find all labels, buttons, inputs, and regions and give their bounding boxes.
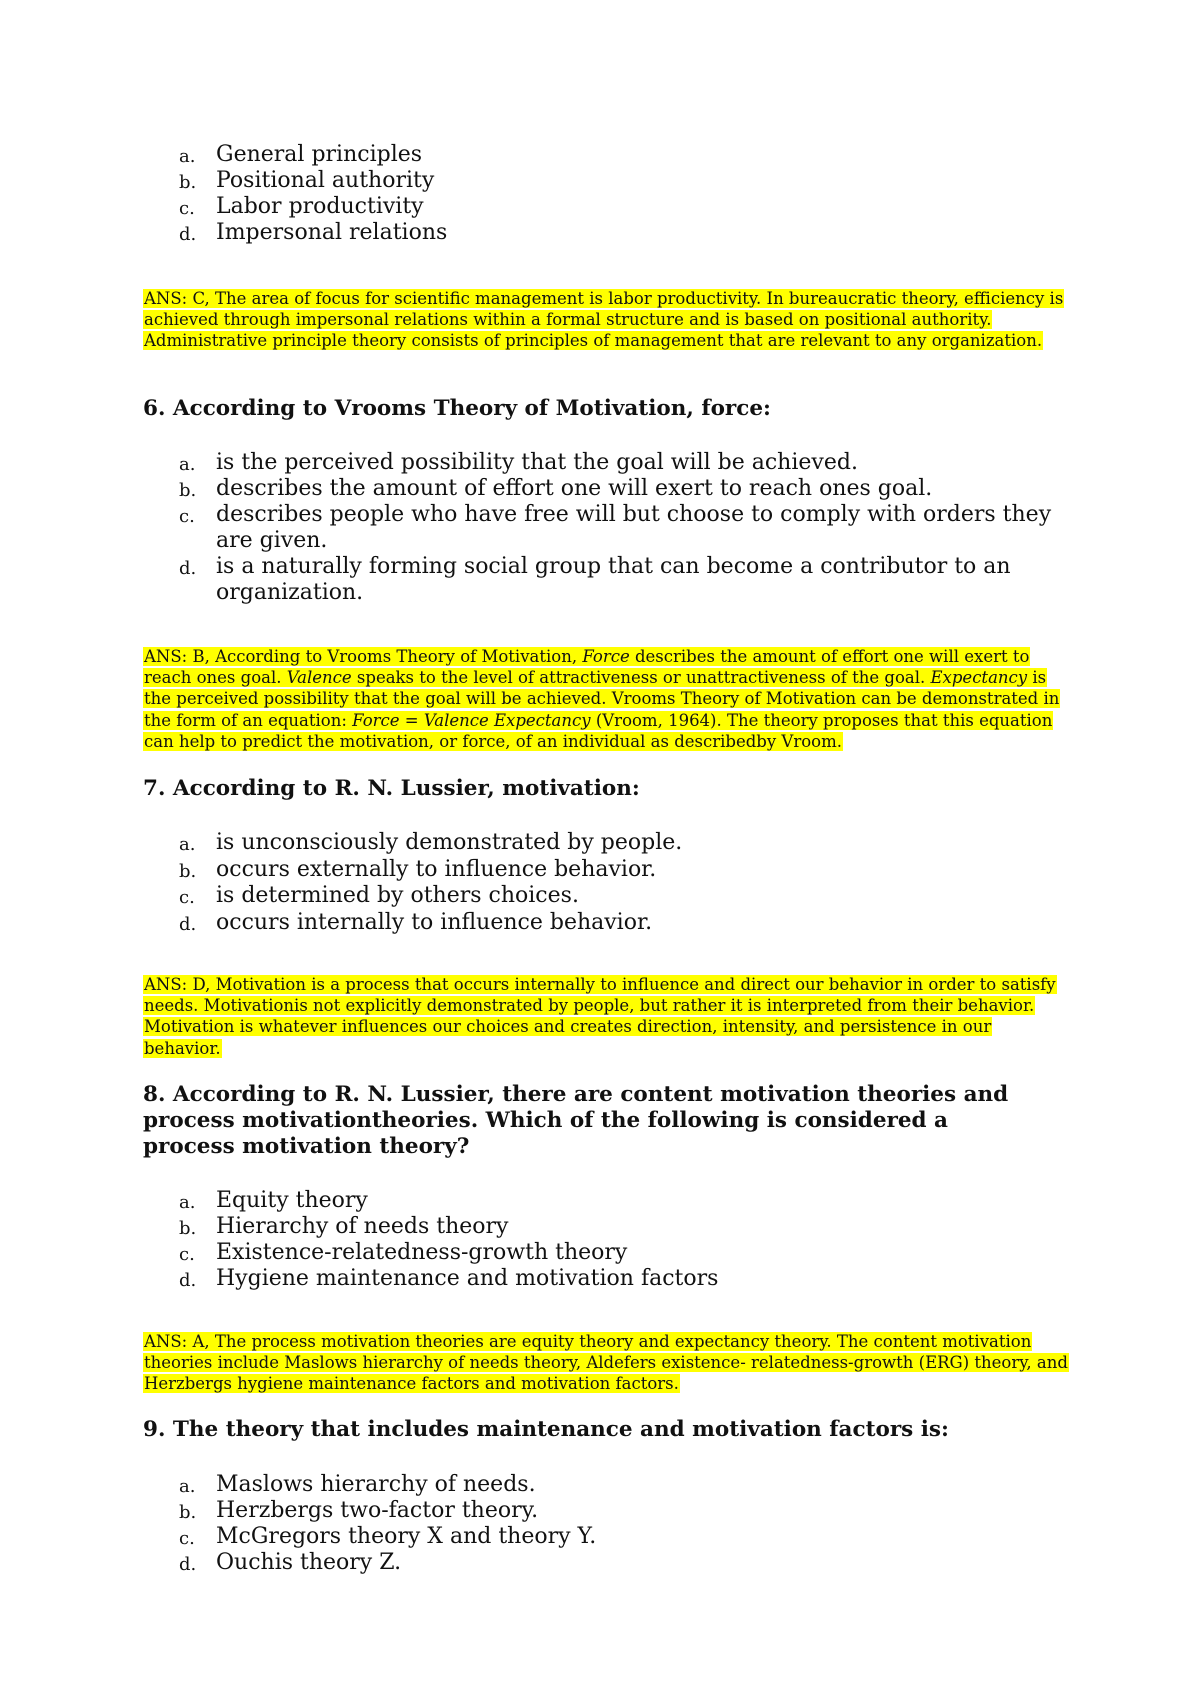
- option-letter: a.: [179, 834, 196, 855]
- option-text: Impersonal relations: [216, 220, 448, 245]
- answer-part: (Vroom, 1964). The theory proposes that this equation can help to predict the motivation, or force, of an individual as describedby Vroom.: [144, 710, 1053, 751]
- answer-part: describes the amount of effort one will exert to reach ones goal.: [144, 647, 1030, 688]
- q7-answer-block: [143, 974, 1073, 1059]
- q8-answer-block: [143, 1331, 1073, 1395]
- q7-answer-text: ANS: D, Motivation is a process that occurs internally to influence and direct our behavior in order to satisfy needs. Motivationis not explicitly demonstrated by people, but rather it is interpreted from their behavior. Motivation is whatever influences our choices and creates direction, intensity, and persistence in our behavior.: [144, 975, 1056, 1058]
- option-letter: b.: [179, 1218, 197, 1239]
- option-text: Labor productivity: [216, 194, 424, 219]
- q6-answer-text: [143, 647, 1060, 751]
- option-letter: d.: [179, 914, 197, 935]
- q7-question: 7. According to R. N. Lussier, motivation:: [143, 776, 640, 801]
- option-text: Hierarchy of needs theory: [216, 1214, 509, 1239]
- option-text: is the perceived possibility that the goal will be achieved.: [216, 450, 858, 475]
- answer-part: ANS: B, According to Vrooms Theory of Motivation,: [144, 647, 583, 666]
- option-letter: a.: [179, 146, 196, 167]
- option-letter: a.: [179, 1192, 196, 1213]
- option-letter: a.: [179, 454, 196, 475]
- q6-answer-block: [143, 646, 1073, 752]
- option-letter: b.: [179, 480, 197, 501]
- q9-question: 9. The theory that includes maintenance and motivation factors is:: [143, 1417, 949, 1442]
- option-text: Ouchis theory Z.: [216, 1550, 402, 1575]
- option-text: General principles: [216, 142, 423, 167]
- option-text: describes the amount of effort one will exert to reach ones goal.: [216, 476, 933, 501]
- answer-term-force: Force: [582, 647, 630, 666]
- q5-answer-block: [143, 288, 1073, 352]
- option-letter: d.: [179, 558, 197, 579]
- q8-question: 8. According to R. N. Lussier, there are content motivation theories and process motivationtheories. Which of the following is considered a process motivation theory?: [143, 1082, 1009, 1159]
- answer-equation: Force = Valence Expectancy: [352, 710, 591, 730]
- option-text: Positional authority: [216, 168, 435, 193]
- option-text: is determined by others choices.: [216, 883, 579, 908]
- option-text: occurs externally to influence behavior.: [216, 857, 657, 882]
- option-letter: d.: [179, 1554, 197, 1575]
- q6-question: 6. According to Vrooms Theory of Motivation, force:: [143, 396, 771, 421]
- option-text: is unconsciously demonstrated by people.: [216, 830, 683, 855]
- option-text: Equity theory: [216, 1188, 368, 1213]
- option-letter: a.: [179, 1476, 196, 1497]
- option-text: Existence-relatedness-growth theory: [216, 1240, 628, 1265]
- q5-answer-text: ANS: C, The area of focus for scientific management is labor productivity. In bureaucratic theory, efficiency is achieved through impersonal relations within a formal structure and is based on positional authority. Administrative principle theory consists of principles of management that are relevant to any organization.: [144, 289, 1064, 351]
- option-letter: b.: [179, 172, 197, 193]
- option-text: Maslows hierarchy of needs.: [216, 1472, 536, 1497]
- option-text: Hygiene maintenance and motivation factors: [216, 1266, 719, 1291]
- option-text: McGregors theory X and theory Y.: [216, 1524, 597, 1549]
- option-letter: b.: [179, 1502, 197, 1523]
- option-text: describes people who have free will but choose to comply with orders they are given.: [216, 502, 1052, 553]
- option-letter: d.: [179, 1270, 197, 1291]
- option-letter: c.: [179, 198, 195, 219]
- answer-part: is the perceived possibility that the goal will be achieved. Vrooms Theory of Motivation can be demonstrated in the form of an equation:: [144, 668, 1060, 730]
- option-letter: c.: [179, 1244, 195, 1265]
- answer-term-expectancy: Expectancy: [930, 668, 1028, 688]
- option-text: occurs internally to influence behavior.: [216, 910, 653, 935]
- answer-part: speaks to the level of attractiveness or unattractiveness of the goal.: [351, 668, 931, 688]
- option-text: Herzbergs two-factor theory.: [216, 1498, 539, 1523]
- option-letter: c.: [179, 1528, 195, 1549]
- option-letter: c.: [179, 506, 195, 527]
- option-letter: c.: [179, 887, 195, 908]
- q8-answer-text: ANS: A, The process motivation theories are equity theory and expectancy theory. The content motivation theories include Maslows hierarchy of needs theory, Aldefers existence- relatedness-growth (ERG) theory, and Herzbergs hygiene maintenance factors and motivation factors.: [144, 1332, 1068, 1394]
- option-letter: b.: [179, 861, 197, 882]
- option-text: is a naturally forming social group that can become a contributor to an organization.: [216, 554, 1011, 605]
- option-letter: d.: [179, 224, 197, 245]
- answer-term-valence: Valence: [286, 668, 352, 688]
